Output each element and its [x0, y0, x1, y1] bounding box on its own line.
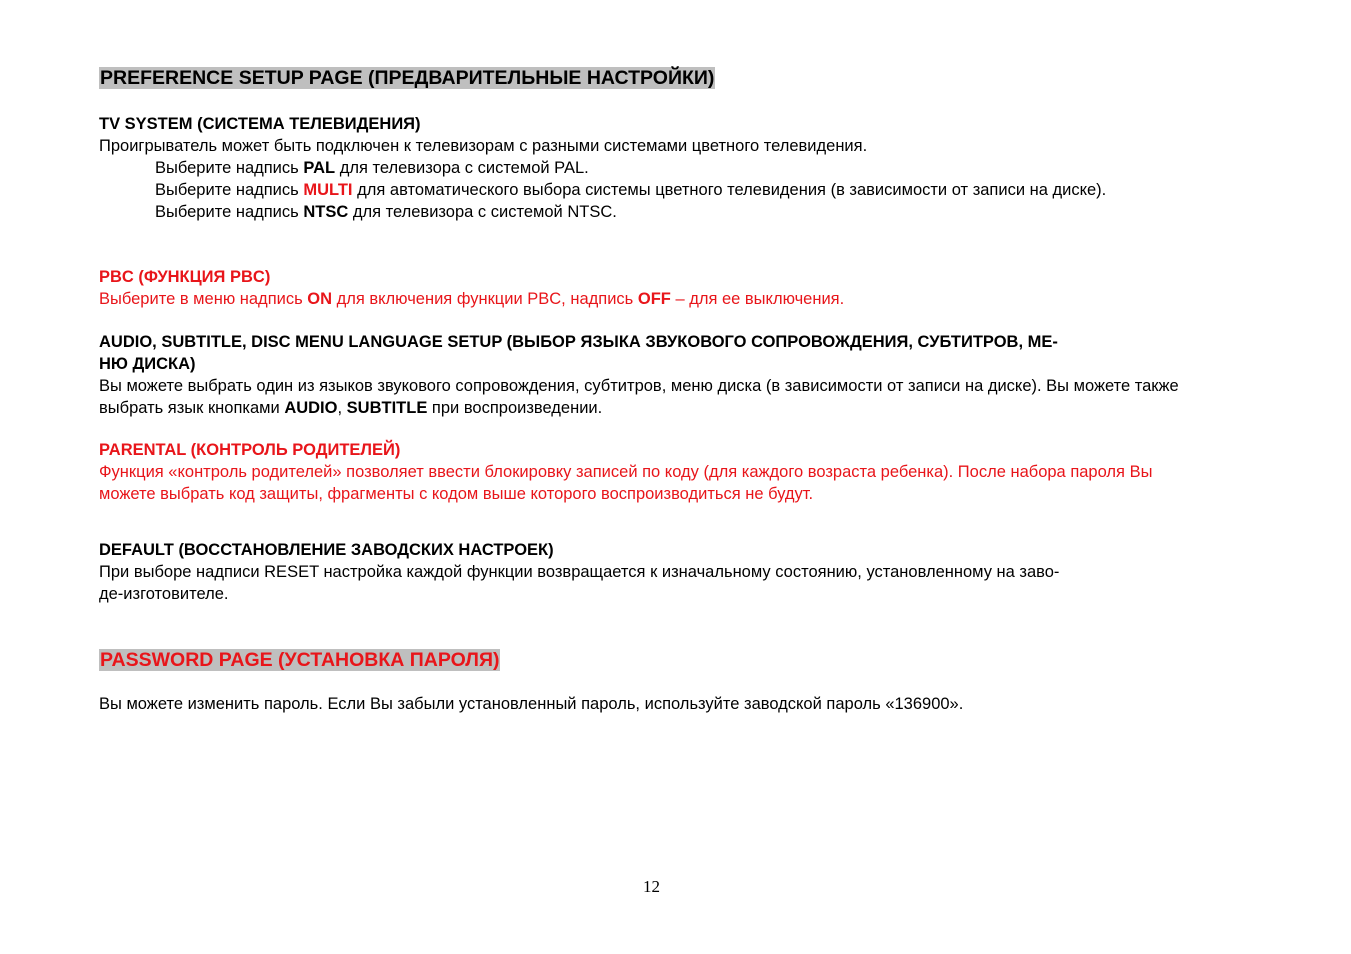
- pal-post: для телевизора с системой PAL.: [335, 159, 589, 177]
- password-section-title-wrap: [99, 648, 1229, 672]
- tv-system-ntsc-line: [99, 201, 1229, 223]
- default-text-line2: де-изготовителе.: [99, 585, 229, 603]
- subtitle-keyword: SUBTITLE: [346, 399, 428, 417]
- parental-text: Функция «контроль родителей» позволяет ввести блокировку записей по коду (для каждого возраста ребенка). После набора пароля Вы можете выбрать код защиты, фрагменты с кодом выше которого воспроизводиться не будут.: [99, 463, 1153, 503]
- pbc-post: – для ее выключения.: [670, 290, 845, 308]
- multi-pre: Выберите надпись: [155, 181, 304, 199]
- pbc-pre: Выберите в меню надпись: [99, 290, 308, 308]
- tv-system-section: [99, 113, 1229, 223]
- default-heading: DEFAULT (ВОССТАНОВЛЕНИЕ ЗАВОДСКИХ НАСТРОЕК): [99, 541, 554, 559]
- language-text-1: Вы можете выбрать один из языков звукового сопровождения, субтитров, меню диска (в зависимости от записи на диске). Вы можете также выбрать язык кнопками: [99, 377, 1179, 417]
- tv-system-intro: Проигрыватель может быть подключен к телевизорам с разными системами цветного телевидения.: [99, 137, 868, 155]
- password-text: Вы можете изменить пароль. Если Вы забыли установленный пароль, используйте заводской пароль «136900».: [99, 695, 964, 713]
- language-text-2: при воспроизведении.: [427, 399, 603, 417]
- pbc-off-keyword: OFF: [637, 290, 671, 308]
- password-section-title: PASSWORD PAGE (УСТАНОВКА ПАРОЛЯ): [100, 649, 500, 671]
- page-number: 12: [643, 877, 660, 896]
- tv-system-heading: TV SYSTEM (СИСТЕМА ТЕЛЕВИДЕНИЯ): [99, 115, 421, 133]
- default-section: [99, 539, 1229, 605]
- pbc-heading: PBC (ФУНКЦИЯ PBC): [99, 268, 271, 286]
- ntsc-post: для телевизора с системой NTSC.: [348, 203, 617, 221]
- ntsc-keyword: NTSC: [303, 203, 349, 221]
- pbc-mid: для включения функции PBC, надпись: [332, 290, 638, 308]
- parental-heading: PARENTAL (КОНТРОЛЬ РОДИТЕЛЕЙ): [99, 441, 401, 459]
- language-text: [99, 375, 1209, 419]
- pbc-text: [99, 288, 1229, 310]
- ntsc-pre: Выберите надпись: [155, 203, 304, 221]
- language-comma: ,: [337, 399, 347, 417]
- default-text-line1: При выборе надписи RESET настройка каждой функции возвращается к изначальному состоянию, установленному на заво-: [99, 563, 1060, 581]
- language-heading-line2: НЮ ДИСКА): [99, 355, 196, 373]
- tv-system-multi-line: [99, 179, 1229, 201]
- preference-section-title-wrap: [99, 66, 1229, 90]
- language-heading-line1: AUDIO, SUBTITLE, DISC MENU LANGUAGE SETUP (ВЫБОР ЯЗЫКА ЗВУКОВОГО СОПРОВОЖДЕНИЯ, СУБТИТРОВ, МЕ-: [99, 333, 1058, 351]
- multi-post: для автоматического выбора системы цветного телевидения (в зависимости от записи на диске).: [352, 181, 1107, 199]
- multi-keyword: MULTI: [303, 181, 353, 199]
- tv-system-pal-line: [99, 157, 1229, 179]
- pal-pre: Выберите надпись: [155, 159, 304, 177]
- audio-keyword: AUDIO: [284, 399, 338, 417]
- pal-keyword: PAL: [303, 159, 336, 177]
- parental-section: [99, 439, 1209, 505]
- pbc-section: [99, 266, 1229, 310]
- pbc-on-keyword: ON: [307, 290, 333, 308]
- preference-section-title: PREFERENCE SETUP PAGE (ПРЕДВАРИТЕЛЬНЫЕ НАСТРОЙКИ): [100, 67, 715, 89]
- language-section: [99, 331, 1209, 419]
